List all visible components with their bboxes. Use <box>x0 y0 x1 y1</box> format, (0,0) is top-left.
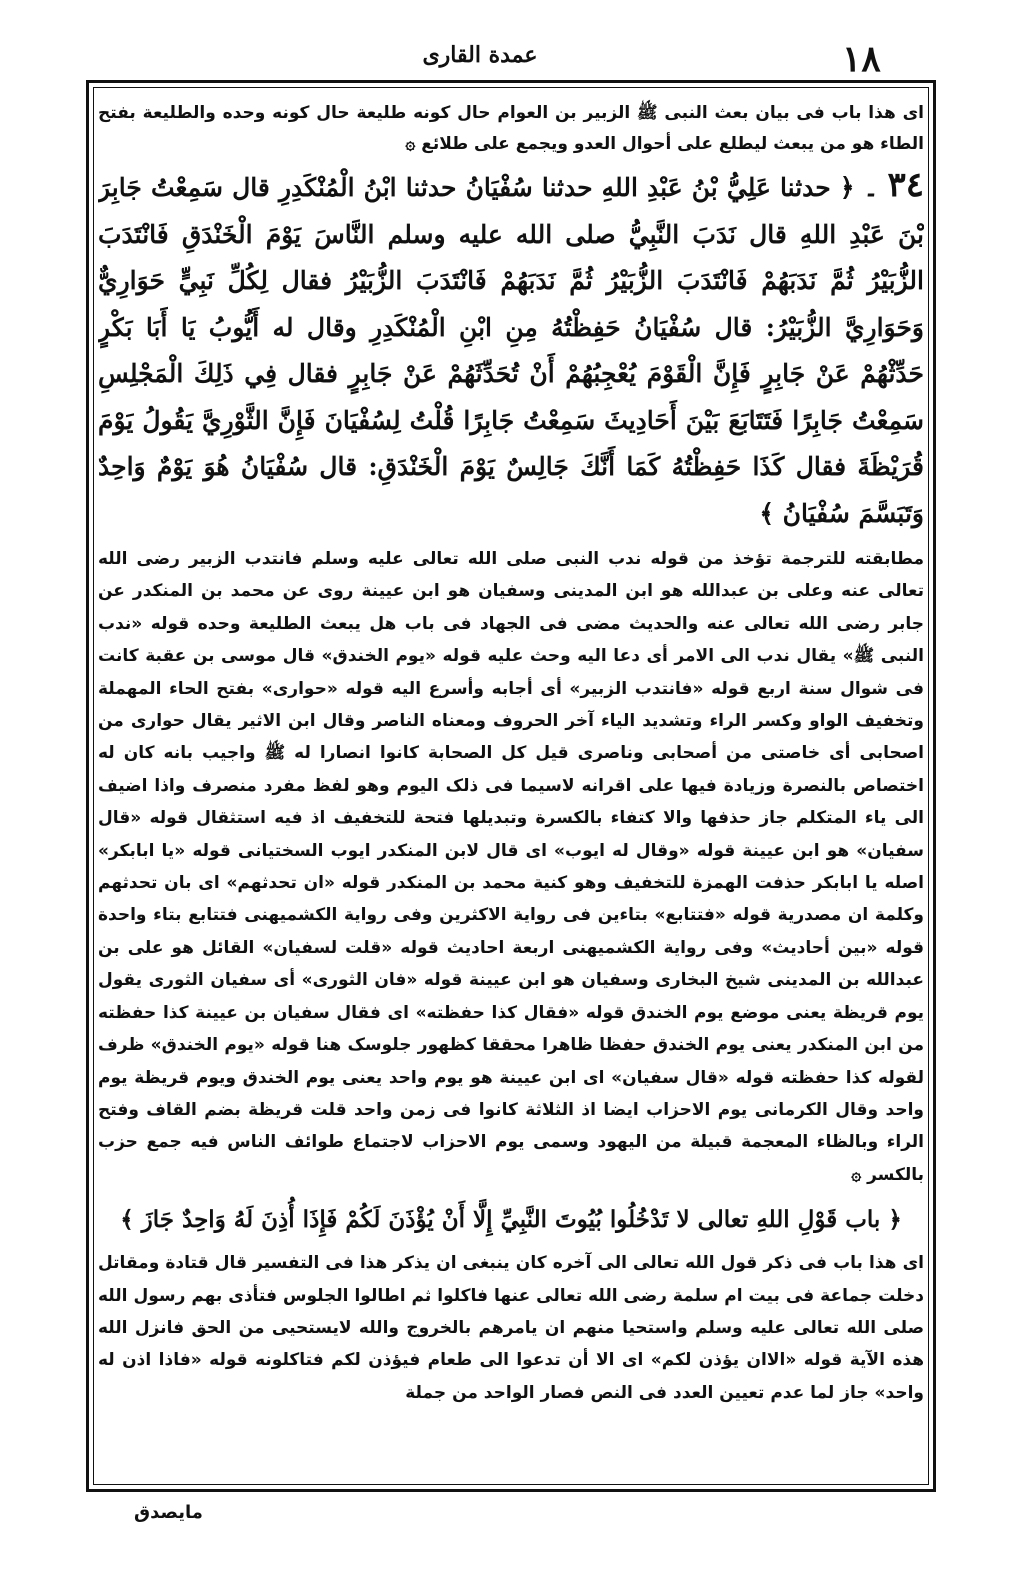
chapter-intro-commentary: ای هذا باب فی بیان بعث النبی ﷺ الزبیر بن العوام حال کونه طلیعة حال کونه وحده والطلیعة بفتح الطاء هو من یبعث لیطلع علی أحوال العدو ویجمع علی طلائع ۞ <box>98 103 924 154</box>
page-content <box>98 92 924 1484</box>
hadith-block <box>98 162 924 537</box>
chapter-commentary: ای هذا باب فی ذکر قول الله تعالی الی آخره کان ینبغی ان یذکر هذا فی التفسیر قال قتادة ومقاتل دخلت جماعة فی بیت ام سلمة رضی الله تعالی عنها فاکلوا ثم اطالوا الجلوس فتأذی بهم رسول الله صلی الله تعالی علیه وسلم واستحیا منهم ان یامرهم بالخروج والله لایستحیی من الحق فانزل الله هذه الآیة قوله «الاان یؤذن لکم» ای الا أن تدعوا الی طعام فیؤذن لکم فتاکلونه قوله «فاذا اذن له واحد» جاز لما عدم تعیین العدد فی النص فصار الواحد من جملة <box>98 1253 924 1403</box>
hadith-commentary: مطابقته للترجمة تؤخذ من قوله ندب النبی صلی الله تعالی علیه وسلم فانتدب الزبیر رضی الله تعالی عنه وعلی بن عبدالله هو ابن المدینی وسفیان هو ابن عیینة روی عن محمد بن المنکدر عن جابر رضی الله تعالی عنه والحدیث مضی فی الجهاد فی باب هل یبعث الطلیعة وحده قوله «ندب النبی ﷺ» یقال ندب الی الامر أی دعا الیه وحث علیه قوله «یوم الخندق» قال موسی بن عقبة کانت فی شوال سنة اربع قوله «فانتدب الزبیر» أی أجابه وأسرع الیه قوله «حواری» بفتح الحاء المهملة وتخفیف الواو وکسر الراء وتشدید الیاء آخر الحروف ومعناه الناصر وقال ابن الاثیر یقال حواری من اصحابی أی خاصتی من أصحابی وناصری قیل کل الصحابة کانوا انصارا له ﷺ واجیب بانه کان له اختصاص بالنصرة وزیادة فیها علی اقرانه لاسیما فی ذلک الیوم وهو لفظ مفرد منصرف واذا اضیف الی یاء المتکلم جاز حذفها والا کتفاء بالکسرة وتبدیلها فتحة للتخفیف اذ فیه استثقال قوله «قال سفیان» هو ابن عیینة قوله «وقال له ایوب» ای قال لابن المنکدر ایوب السختیانی قوله «یا ابابکر» اصله یا ابابکر حذفت الهمزة للتخفیف وهو کنیة محمد بن المنکدر قوله «ان تحدثهم» ای بان تحدثهم وکلمة ان مصدریة قوله «فتتابع» بتاءین فی روایة الاکثرین وفی روایة الکشمیهنی فتتابع بتاء واحدة قوله «بین أحادیث» وفی روایة الکشمیهنی اربعة احادیث قوله «قلت لسفیان» القائل هو علی بن عبدالله بن المدینی شیخ البخاری وسفیان هو ابن عیینة قوله «فان الثوری» أی سفیان الثوری یقول یوم قریظة یعنی موضع یوم الخندق قوله «فقال کذا حفظته» ای فقال سفیان بن عیینة کذا حفظته من ابن المنکدر یعنی یوم الخندق حفظا ظاهرا محققا کظهور جلوسک هنا قوله «یوم الخندق» ظرف لقوله کذا حفظته قوله «قال سفیان» ای ابن عیینة هو یوم واحد یعنی یوم الخندق ویوم قریظة یوم واحد وقال الکرمانی یوم الاحزاب ایضا اذ الثلاثة کانوا فی زمن واحد قلت قریظة بضم القاف وفتح الراء وبالظاء المعجمة قبیلة من الیهود وسمی یوم الاحزاب لاجتماع طوائف الناس فیه جمع حزب بالکسر ۞ <box>98 549 924 1185</box>
hadith-number: ٣٤ <box>887 165 924 205</box>
running-head <box>0 32 1021 82</box>
page-number: ١٨ <box>842 38 881 80</box>
chapter-heading: ﴿ باب قَوْلِ اللهِ تعالى لا تَدْخُلُوا بُيُوتَ النَّبِيِّ إِلَّا أَنْ يُؤْذَنَ لَكُمْ فَإِذَا أُذِنَ لَهُ وَاحِدٌ جَازَ ﴾ <box>120 1206 902 1234</box>
hadith-text: ۔ ﴿ حدثنا عَلِيُّ بْنُ عَبْدِ اللهِ حدثنا سُفْيَانُ حدثنا ابْنُ الْمُنْكَدِرِ قال سَمِعْتُ جَابِرَ بْنَ عَبْدِ اللهِ قال نَدَبَ النَّبِيُّ صلى الله عليه وسلم النَّاسَ يَوْمَ الْخَنْدَقِ فَانْتَدَبَ الزُّبَيْرُ ثُمَّ نَدَبَهُمْ فَانْتَدَبَ الزُّبَيْرُ ثُمَّ نَدَبَهُمْ فَانْتَدَبَ الزُّبَيْرُ فقال لِكُلِّ نَبِيٍّ حَوَارِيٌّ وَحَوَارِيَّ الزُّبَيْرُ: قال سُفْيَانُ حَفِظْتُهُ مِنِ ابْنِ الْمُنْكَدِرِ وقال له أَيُّوبُ يَا أَبَا بَكْرٍ حَدِّثْهُمْ عَنْ جَابِرٍ فَإِنَّ الْقَوْمَ يُعْجِبُهُمْ أَنْ تُحَدِّثَهُمْ عَنْ جَابِرٍ فقال فِي ذَلِكَ الْمَجْلِسِ سَمِعْتُ جَابِرًا فَتَتَابَعَ بَيْنَ أَحَادِيثَ سَمِعْتُ جَابِرًا قُلْتُ لِسُفْيَانَ فَإِنَّ الثَّوْرِيَّ يَقُولُ يَوْمَ قُرَيْظَةَ فقال كَذَا حَفِظْتُهُ كَمَا أَنَّكَ جَالِسٌ يَوْمَ الْخَنْدَقِ: قال سُفْيَانُ هُوَ يَوْمٌ وَاحِدٌ وَتَبَسَّمَ سُفْيَانُ ﴾ <box>98 173 924 528</box>
book-title: عمدة القاری <box>422 42 538 68</box>
catchword: مایصدق <box>134 1502 203 1523</box>
